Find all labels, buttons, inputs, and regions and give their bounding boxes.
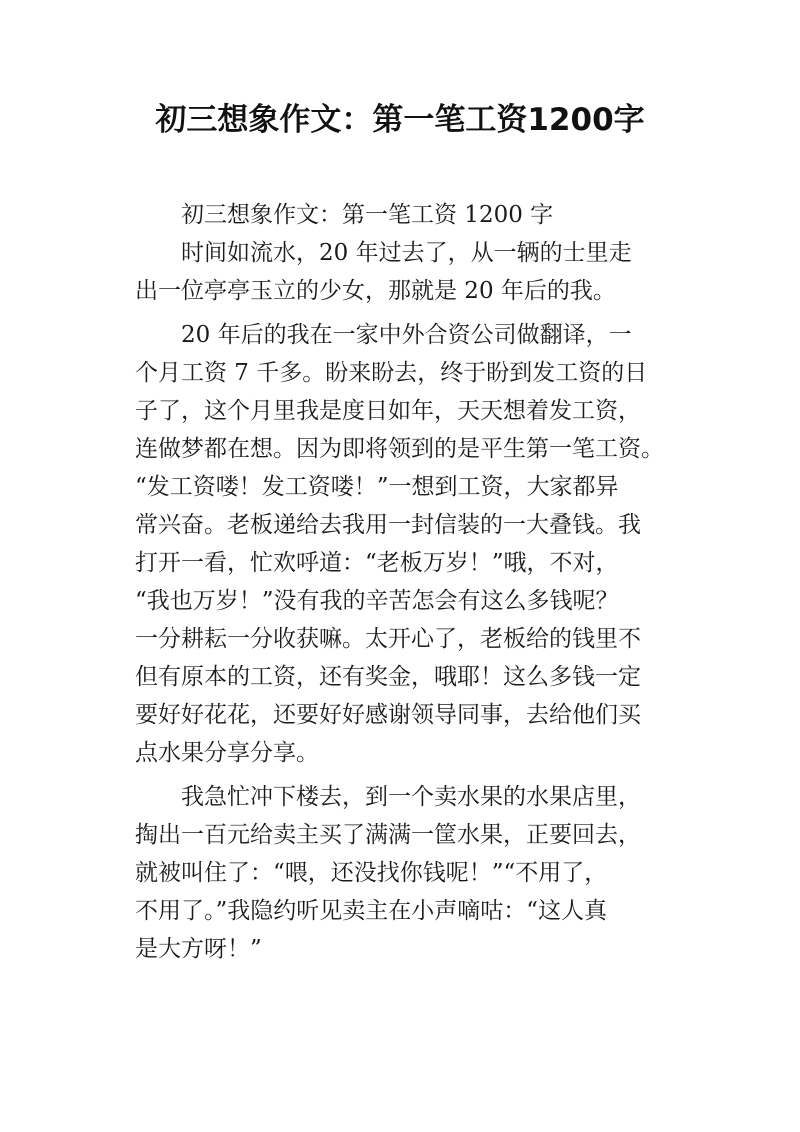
body-line: 要好好花花，还要好好感谢领导同事，去给他们买	[135, 702, 641, 728]
body-line: 掏出一百元给卖主买了满满一筐水果，正要回去，	[135, 822, 641, 848]
body-line: “我也万岁！”没有我的辛苦怎会有这么多钱呢？	[135, 588, 619, 614]
body-line: 打开一看，忙欢呼道：“老板万岁！”哦，不对，	[135, 550, 619, 576]
body-line: 初三想象作文：第一笔工资 1200 字	[181, 202, 554, 228]
document-title: 初三想象作文：第一笔工资1200字	[155, 102, 645, 138]
body-line: 20 年后的我在一家中外合资公司做翻译，一	[181, 322, 632, 348]
body-line: 我急忙冲下楼去，到一个卖水果的水果店里，	[181, 784, 641, 810]
body-line: 但有原本的工资，还有奖金，哦耶！这么多钱一定	[135, 664, 641, 690]
body-line: “发工资喽！发工资喽！”一想到工资，大家都异	[135, 474, 619, 500]
body-line: 点水果分享分享。	[135, 740, 319, 766]
body-line: 个月工资 7 千多。盼来盼去，终于盼到发工资的日	[135, 360, 648, 386]
body-line: 常兴奋。老板递给去我用一封信装的一大叠钱。我	[135, 512, 641, 538]
body-line: 一分耕耘一分收获嘛。太开心了，老板给的钱里不	[135, 626, 641, 652]
body-line: 连做梦都在想。因为即将领到的是平生第一笔工资。	[135, 436, 664, 462]
body-line: 时间如流水，20 年过去了，从一辆的士里走	[181, 240, 632, 266]
body-line: 子了，这个月里我是度日如年，天天想着发工资，	[135, 398, 641, 424]
body-line: 不用了。”我隐约听见卖主在小声嘀咕：“这人真	[135, 898, 608, 924]
body-line: 就被叫住了：“喂，还没找你钱呢！”“不用了，	[135, 860, 608, 886]
body-line: 出一位亭亭玉立的少女，那就是 20 年后的我。	[135, 278, 616, 304]
body-line: 是大方呀！”	[135, 936, 262, 962]
document-body	[135, 196, 695, 968]
